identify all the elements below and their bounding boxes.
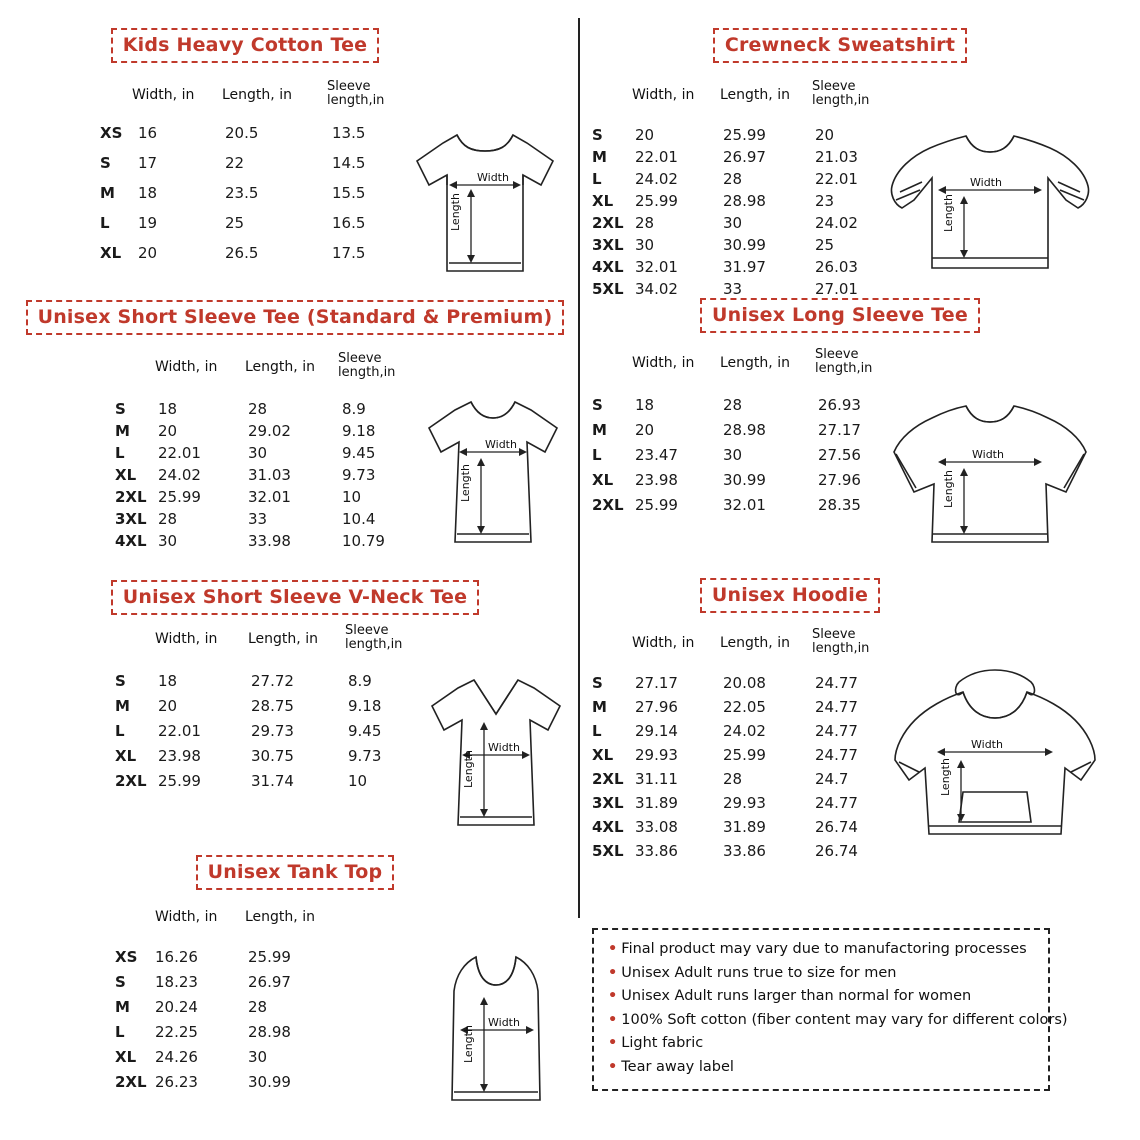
arrow-label-width: Width [488, 741, 520, 754]
arrow-label-length: Length [459, 464, 472, 502]
header-length: Length, in [720, 87, 790, 103]
notes-box [592, 928, 1068, 1091]
bullet-icon: • [608, 1058, 618, 1075]
arrow-label-length: Length [462, 750, 475, 788]
header-sleeve: Sleeve length,in [812, 627, 870, 657]
panel-unisex-long-sleeve-tee: Unisex Long Sleeve Tee Width, in Length, in Sleeve length,in S 18 28 26.93 M 20 28.98 27.17 L 23.47 30 27.56 XL 23.98 30.99 27.96 2XL 25.99 32.01 28.35 Width Length [590, 298, 1130, 558]
title-unisex-short-sleeve-tee: Unisex Short Sleeve Tee (Standard & Premium) [26, 300, 565, 335]
panel-kids-heavy-cotton-tee: Kids Heavy Cotton Tee Width, in Length, in Sleeve length,in XS 16 20.5 13.5 S 17 22 14.5 M 18 23.5 15.5 L 19 25 16.5 XL 20 26.5 17.5 Width Length [20, 28, 570, 278]
note-item: • Final product may vary due to manufactoring processes [608, 941, 1027, 957]
header-sleeve: Sleeve length,in [812, 79, 870, 109]
garment-illustration-long-sleeve-tee [880, 380, 1100, 560]
arrow-label-width: Width [972, 448, 1004, 461]
arrow-label-width: Width [488, 1016, 520, 1029]
header-width: Width, in [632, 635, 695, 651]
arrow-label-length: Length [942, 470, 955, 508]
garment-illustration-crewneck [880, 108, 1100, 288]
title-unisex-tank-top: Unisex Tank Top [196, 855, 395, 890]
header-length: Length, in [248, 631, 318, 647]
garment-illustration-v-neck-tee [408, 660, 583, 840]
note-item: • Unisex Adult runs larger than normal for women [608, 988, 972, 1005]
bullet-icon: • [608, 988, 618, 1005]
bullet-icon: • [608, 964, 618, 981]
bullet-icon: • [608, 1035, 618, 1052]
arrow-label-length: Length [462, 1025, 475, 1063]
panel-unisex-hoodie: Unisex Hoodie Width, in Length, in Sleeve length,in S 27.17 20.08 24.77 M 27.96 22.05 24.77 L 29.14 24.02 24.77 XL 29.93 25.99 24.77 2XL 31.11 28 24.7 3XL 31.89 29.93 24.77 4XL 33.08 31.89 26.74 5XL 33.86 33.86 26.74 Width Length [590, 578, 1130, 868]
title-crewneck-sweatshirt: Crewneck Sweatshirt [713, 28, 967, 63]
title-unisex-long-sleeve-tee: Unisex Long Sleeve Tee [700, 298, 980, 333]
title-unisex-v-neck-tee: Unisex Short Sleeve V-Neck Tee [111, 580, 479, 615]
header-width: Width, in [132, 87, 195, 103]
arrow-label-width: Width [485, 438, 517, 451]
garment-illustration-tank-top [418, 935, 578, 1115]
panel-unisex-v-neck-tee: Unisex Short Sleeve V-Neck Tee Width, in Length, in Sleeve length,in S 18 27.72 8.9 M 20 28.75 9.18 L 22.01 29.73 9.45 XL 23.98 30.75 9.73 2XL 25.99 31.74 10 Width Length [20, 580, 570, 840]
note-item: • Light fabric [608, 1035, 704, 1052]
arrow-label-length: Length [449, 193, 462, 231]
garment-illustration-unisex-tee [405, 382, 580, 557]
header-sleeve: Sleeve length,in [345, 623, 403, 653]
arrow-label-length: Length [942, 194, 955, 232]
header-sleeve: Sleeve length,in [338, 351, 396, 381]
header-width: Width, in [155, 359, 218, 375]
note-item: • Unisex Adult runs true to size for men [608, 964, 897, 981]
header-width: Width, in [155, 631, 218, 647]
garment-illustration-kids-tee [395, 113, 575, 293]
header-width: Width, in [632, 87, 695, 103]
panel-crewneck-sweatshirt: Crewneck Sweatshirt Width, in Length, in Sleeve length,in S 20 25.99 20 M 22.01 26.97 21.03 L 24.02 28 22.01 XL 25.99 28.98 23 2XL 28 30 24.02 3XL 30 30.99 25 4XL 32.01 31.97 26.03 5XL 34.02 33 27.01 Width Length [590, 28, 1130, 298]
panel-unisex-tank-top: Unisex Tank Top Width, in Length, in XS 16.26 25.99 S 18.23 26.97 M 20.24 28 L 22.25 28.98 XL 24.26 30 2XL 26.23 30.99 Width Length [20, 855, 570, 1115]
arrow-label-width: Width [971, 738, 1003, 751]
note-item: • Tear away label [608, 1058, 734, 1075]
header-width: Width, in [155, 909, 218, 925]
title-kids-heavy-cotton-tee: Kids Heavy Cotton Tee [111, 28, 380, 63]
title-unisex-hoodie: Unisex Hoodie [700, 578, 880, 613]
note-item: • 100% Soft cotton (fiber content may vary for different colors) [608, 1011, 1068, 1028]
arrow-label-width: Width [970, 176, 1002, 189]
arrow-label-length: Length [939, 758, 952, 796]
header-sleeve: Sleeve length,in [327, 79, 385, 109]
panel-unisex-short-sleeve-tee: Unisex Short Sleeve Tee (Standard & Premium) Width, in Length, in Sleeve length,in S 18 28 8.9 M 20 29.02 9.18 L 22.01 30 9.45 XL 24.02 31.03 9.73 2XL 25.99 32.01 10 3XL 28 33 10.4 4XL 30 33.98 10.79 Width Length [20, 300, 570, 570]
header-length: Length, in [720, 355, 790, 371]
header-width: Width, in [632, 355, 695, 371]
header-length: Length, in [245, 359, 315, 375]
header-length: Length, in [720, 635, 790, 651]
bullet-icon: • [608, 941, 618, 957]
arrow-label-width: Width [477, 171, 509, 184]
header-length: Length, in [245, 909, 315, 925]
header-sleeve: Sleeve length,in [815, 347, 873, 377]
header-length: Length, in [222, 87, 292, 103]
bullet-icon: • [608, 1011, 618, 1028]
garment-illustration-hoodie [885, 656, 1105, 856]
